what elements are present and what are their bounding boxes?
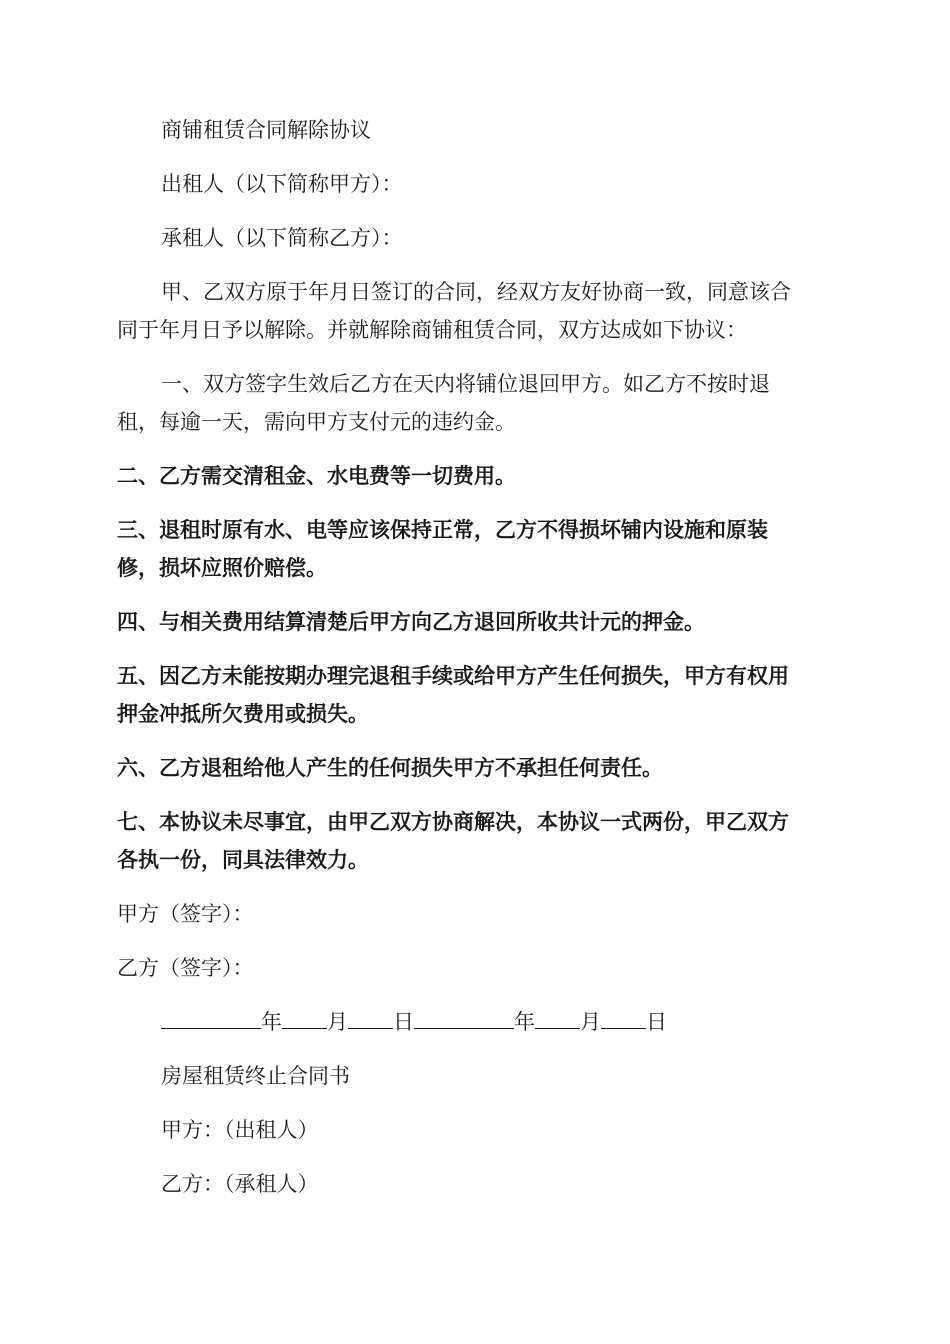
date-blank xyxy=(282,1006,327,1029)
date-blank xyxy=(535,1006,580,1029)
lessee-line: 承租人（以下简称乙方）： xyxy=(161,226,403,250)
clause-3-line-2: 修，损坏应照价赔偿。 xyxy=(117,555,327,580)
clause-7-line-1: 七、本协议未尽事宜，由甲乙双方协商解决，本协议一式两份，甲乙双方 xyxy=(117,809,789,834)
clause-2: 二、乙方需交清租金、水电费等一切费用。 xyxy=(117,463,516,488)
clause-1-line-1: 一、双方签字生效后乙方在天内将铺位退回甲方。如乙方不按时退 xyxy=(161,372,770,396)
second-party-b-line: 乙方：（承租人） xyxy=(161,1172,319,1196)
document-title: 商铺租赁合同解除协议 xyxy=(161,118,371,142)
intro-paragraph-line-2: 同于年月日予以解除。并就解除商铺租赁合同，双方达成如下协议： xyxy=(117,318,747,342)
clause-6: 六、乙方退租给他人产生的任何损失甲方不承担任何责任。 xyxy=(117,755,663,780)
clause-7-line-2: 各执一份，同具法律效力。 xyxy=(117,847,369,872)
clause-3-line-1: 三、退租时原有水、电等应该保持正常，乙方不得损坏铺内设施和原装 xyxy=(117,517,768,542)
lessor-line: 出租人（以下简称甲方）： xyxy=(161,172,403,196)
clause-1-line-2: 租，每逾一天，需向甲方支付元的违约金。 xyxy=(117,410,516,434)
date-blank xyxy=(161,1006,261,1029)
clause-5-line-1: 五、因乙方未能按期办理完退租手续或给甲方产生任何损失，甲方有权用 xyxy=(117,663,789,688)
clause-5-line-2: 押金冲抵所欠费用或损失。 xyxy=(117,701,369,726)
second-document-title: 房屋租赁终止合同书 xyxy=(161,1064,350,1088)
month-label: 月 xyxy=(580,1010,601,1034)
date-blank xyxy=(348,1006,393,1029)
second-party-a-line: 甲方：（出租人） xyxy=(161,1118,319,1142)
date-blank xyxy=(601,1006,646,1029)
party-b-signature-line: 乙方（签字）： xyxy=(117,956,254,980)
intro-paragraph-line-1: 甲、乙双方原于年月日签订的合同，经双方友好协商一致，同意该合 xyxy=(161,280,791,304)
date-blank xyxy=(414,1006,514,1029)
month-label: 月 xyxy=(327,1010,348,1034)
year-label: 年 xyxy=(514,1010,535,1034)
party-a-signature-line: 甲方（签字）： xyxy=(117,902,254,926)
day-label: 日 xyxy=(393,1010,414,1034)
day-label: 日 xyxy=(646,1010,667,1034)
clause-4: 四、与相关费用结算清楚后甲方向乙方退回所收共计元的押金。 xyxy=(117,609,705,634)
signature-date-row xyxy=(161,1004,667,1040)
year-label: 年 xyxy=(261,1010,282,1034)
